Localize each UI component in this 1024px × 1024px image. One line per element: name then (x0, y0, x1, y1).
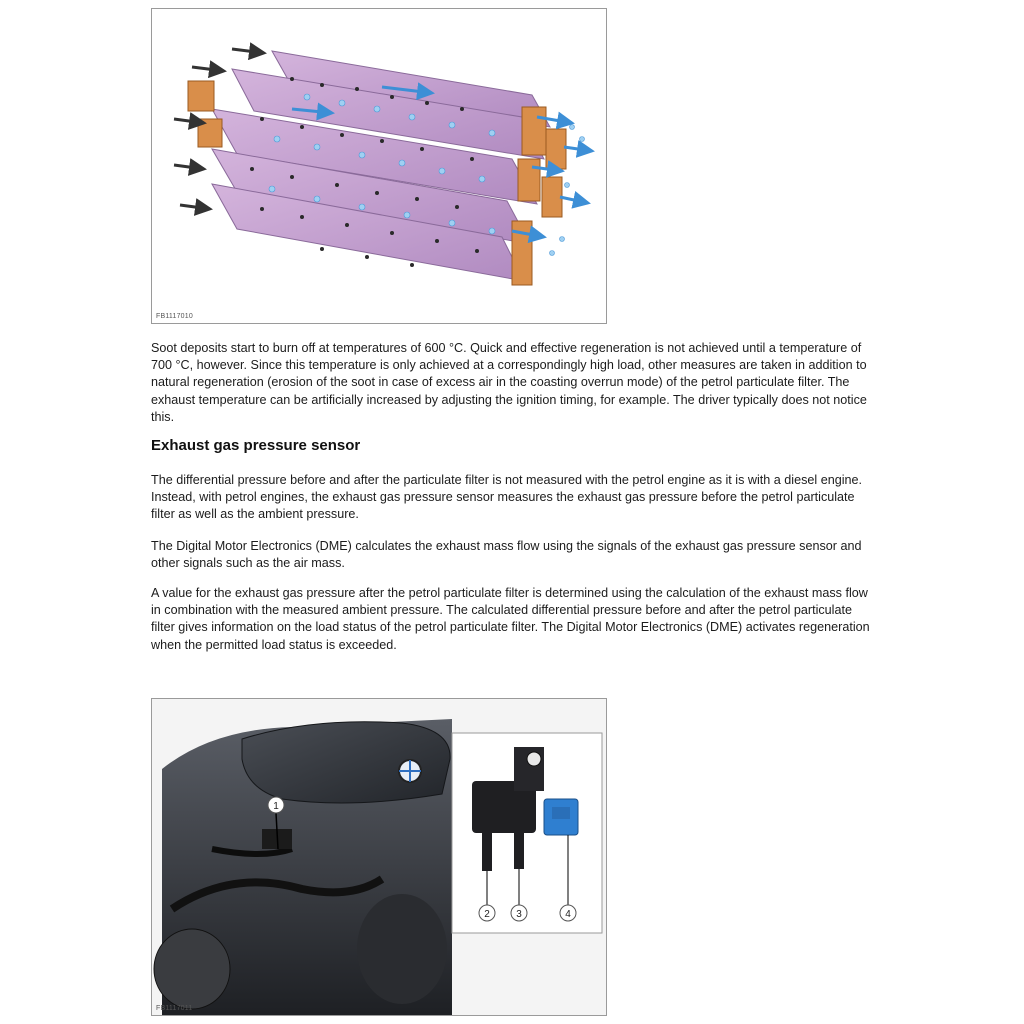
paragraph-dme-calculation: The Digital Motor Electronics (DME) calculates the exhaust mass flow using the signals of the exhaust gas pressure sensor and other signals such as the air mass. (151, 539, 862, 571)
figure-code: FB1117010 (156, 313, 193, 320)
paragraph-regeneration: Soot deposits start to burn off at temperatures of 600 °C. Quick and effective regeneration is not achieved until a temperature of 700 °C, however. Since this temperature is only achieved at a correspondingly high load, other measures are taken in addition to natural regeneration (erosion of the soot in case of excess air in the coasting overrun mode) of the petrol particulate filter. The exhaust temperature can be artificially increased by adjusting the ignition timing, for example. The driver typically does not notice this. (151, 341, 867, 424)
callout-label: 3 (516, 909, 522, 920)
engine-sensor-illustration (151, 698, 607, 1016)
callout-label: 4 (565, 909, 571, 920)
filter-channel-walls (212, 51, 550, 281)
sensor-inset (452, 733, 602, 933)
filter-channels-drawing (152, 9, 606, 323)
paragraph-differential-pressure: The differential pressure before and after the particulate filter is not measured with the petrol engine as it is with a diesel engine. Instead, with petrol engines, the exhaust gas pressure sensor measures the exhaust gas pressure before the petrol particulate filter as well as the ambient pressure. (151, 473, 863, 522)
section-heading: Exhaust gas pressure sensor (151, 437, 361, 454)
particulate-filter-illustration (151, 8, 607, 324)
callout-label: 2 (484, 909, 490, 920)
callout-label: 1 (273, 801, 279, 812)
paragraph-load-status: A value for the exhaust gas pressure after the petrol particulate filter is determined using the calculation of the exhaust mass flow in combination with the measured ambient pressure. The calculated differential pressure before and after the petrol particulate filter gives information on the load status of the petrol particulate filter. The Digital Motor Electronics (DME) activates regeneration when the permitted load status is exceeded. (151, 586, 870, 652)
engine-bay-drawing (152, 699, 606, 1015)
figure-code: FB1117011 (156, 1005, 193, 1012)
